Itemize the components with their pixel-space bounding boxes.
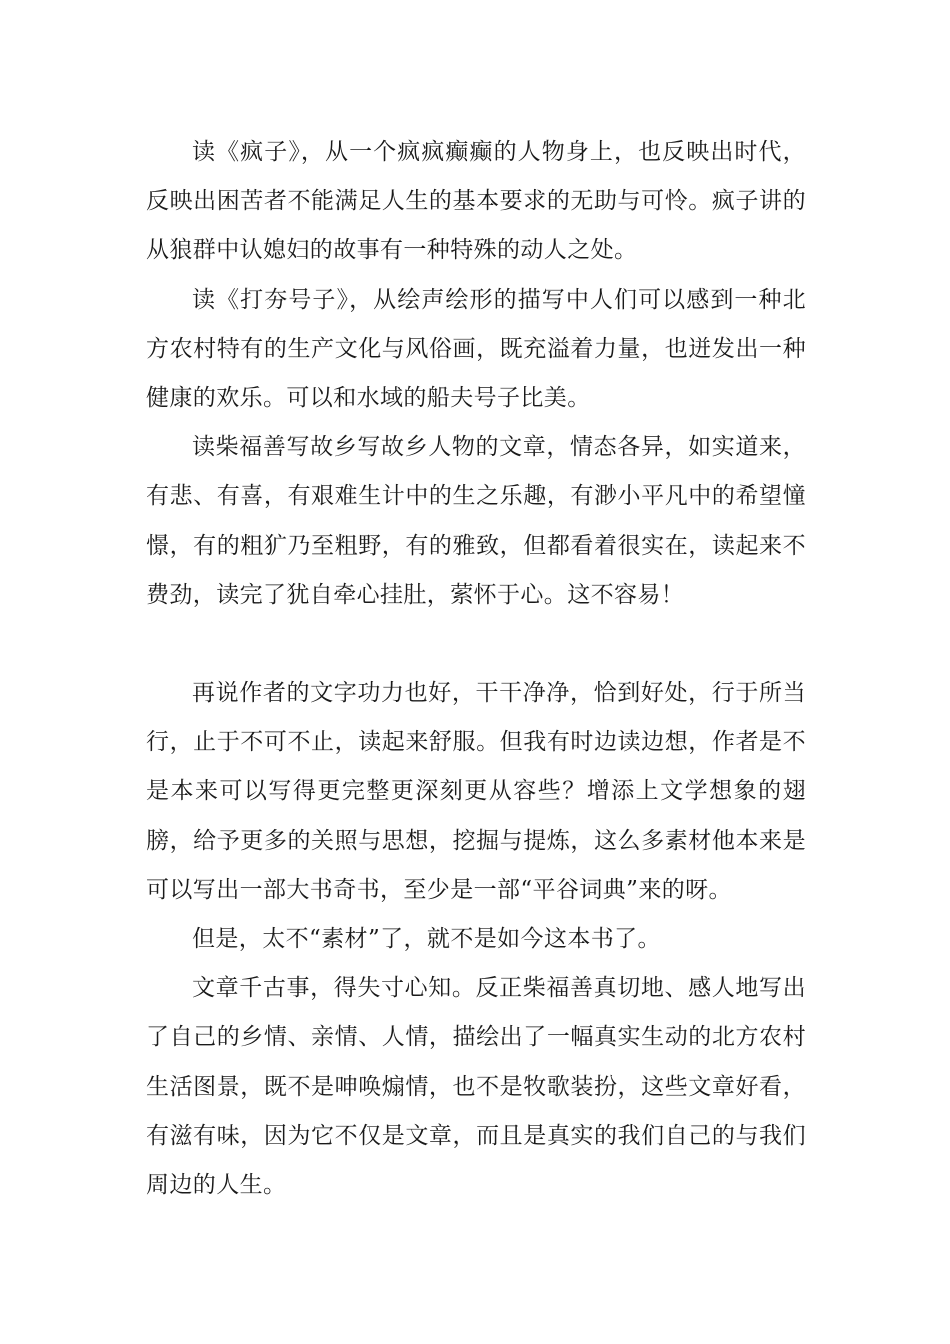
- paragraph-writing-skill: 再说作者的文字功力也好，干干净净，恰到好处，行于所当行，止于不可不止，读起来舒服。但我有时边读边想，作者是不是本来可以写得更完整更深刻更从容些？增添上文学想象的翅膀，给予更多的关照与思想，挖掘与提炼，这么多素材他本来是可以写出一部大书奇书，至少是一部“平谷词典”来的呀。: [146, 680, 806, 903]
- paragraph-conclusion: 文章千古事，得失寸心知。反正柴福善真切地、感人地写出了自己的乡情、亲情、人情，描绘出了一幅真实生动的北方农村生活图景，既不是呻唤煽情，也不是牧歌装扮，这些文章好看，有滋有味，因为它不仅是文章，而且是真实的我们自己的与我们周边的人生。: [146, 975, 806, 1199]
- paragraph-material: 但是，太不“素材”了，就不是如今这本书了。: [192, 926, 661, 953]
- paragraph-dahang-haozi: 读《打夯号子》，从绘声绘形的描写中人们可以感到一种北方农村特有的生产文化与风俗画，既充溢着力量，也迸发出一种健康的欢乐。可以和水域的船夫号子比美。: [146, 286, 806, 412]
- document-body: [146, 128, 806, 1210]
- paragraph-fengzi: 读《疯子》，从一个疯疯癫癫的人物身上，也反映出时代，反映出困苦者不能满足人生的基本要求的无助与可怜。疯子讲的从狼群中认媳妇的故事有一种特殊的动人之处。: [146, 139, 806, 264]
- paragraph-hometown-articles: 读柴福善写故乡写故乡人物的文章，情态各异，如实道来，有悲、有喜，有艰难生计中的生之乐趣，有渺小平凡中的希望憧憬，有的粗犷乃至粗野，有的雅致，但都看着很实在，读起来不费劲，读完了犹自牵心挂肚，萦怀于心。这不容易！: [146, 434, 806, 608]
